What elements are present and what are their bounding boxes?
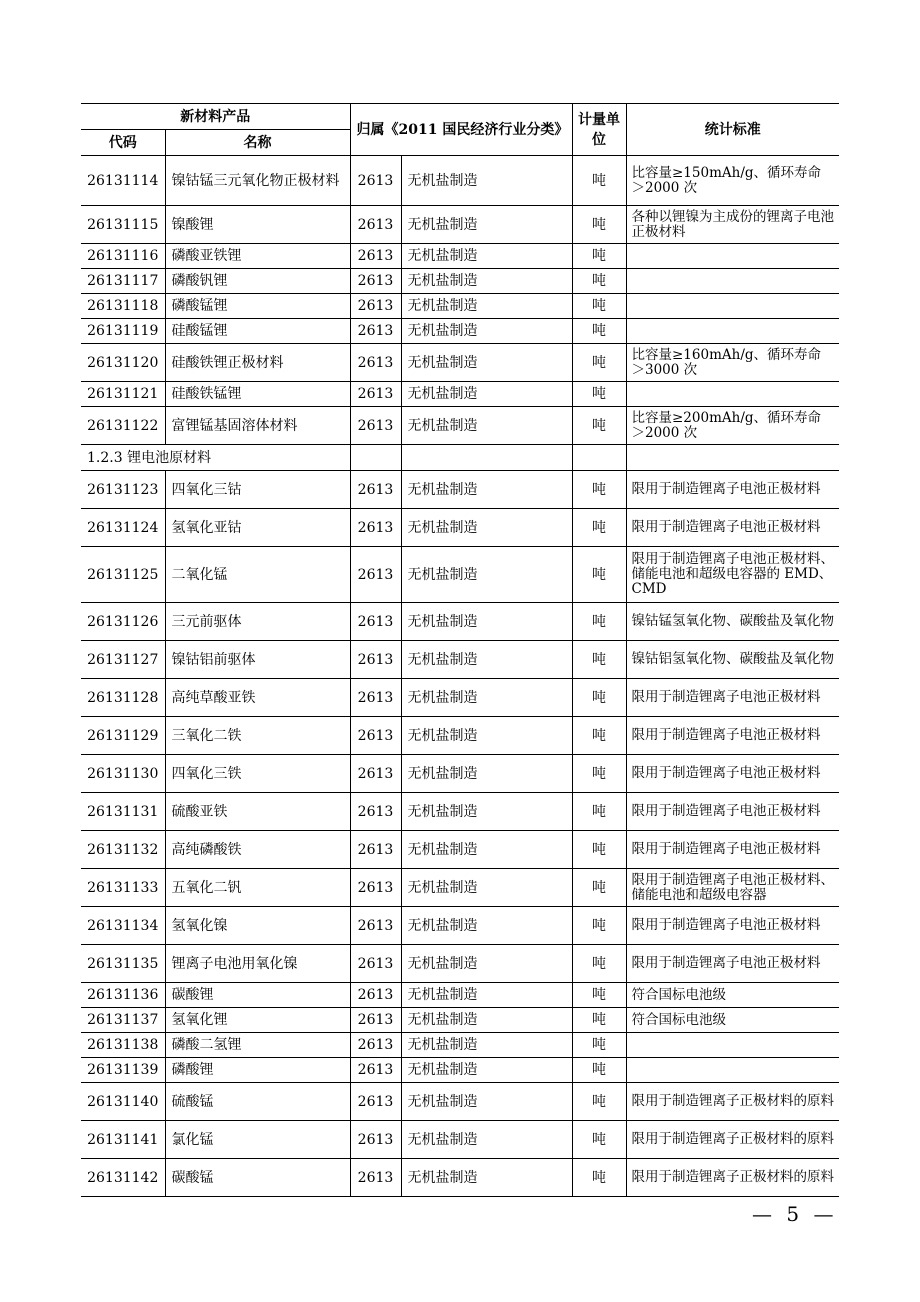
cell-industry-code: 2613 (350, 319, 401, 344)
cell-unit: 吨 (572, 1159, 626, 1197)
cell-industry-name: 无机盐制造 (401, 269, 572, 294)
cell-code: 26131125 (81, 547, 165, 603)
table-row (81, 344, 839, 382)
cell-unit: 吨 (572, 1008, 626, 1033)
table-row (81, 1033, 839, 1058)
header-product-group: 新材料产品 (81, 104, 350, 130)
cell-industry-name: 无机盐制造 (401, 206, 572, 244)
cell-code: 26131123 (81, 471, 165, 509)
table-row (81, 907, 839, 945)
cell-industry-name: 无机盐制造 (401, 294, 572, 319)
cell-industry-code: 2613 (350, 831, 401, 869)
table-row (81, 717, 839, 755)
table-row (81, 294, 839, 319)
cell-standard: 限用于制造锂离子电池正极材料、储能电池和超级电容器 (626, 869, 839, 907)
cell-standard: 比容量≥160mAh/g、循环寿命＞3000 次 (626, 344, 839, 382)
cell-unit: 吨 (572, 603, 626, 641)
empty-cell (401, 445, 572, 471)
cell-standard (626, 294, 839, 319)
cell-name: 三元前驱体 (165, 603, 350, 641)
header-standard: 统计标准 (626, 104, 839, 156)
table-row (81, 641, 839, 679)
table-row (81, 869, 839, 907)
table-row (81, 945, 839, 983)
cell-name: 硫酸锰 (165, 1083, 350, 1121)
cell-unit: 吨 (572, 509, 626, 547)
cell-code: 26131119 (81, 319, 165, 344)
cell-code: 26131115 (81, 206, 165, 244)
header-code: 代码 (81, 130, 165, 156)
cell-name: 四氧化三钴 (165, 471, 350, 509)
cell-standard: 限用于制造锂离子电池正极材料 (626, 793, 839, 831)
cell-industry-name: 无机盐制造 (401, 907, 572, 945)
cell-industry-code: 2613 (350, 269, 401, 294)
cell-standard: 比容量≥200mAh/g、循环寿命＞2000 次 (626, 407, 839, 445)
cell-industry-name: 无机盐制造 (401, 471, 572, 509)
cell-industry-name: 无机盐制造 (401, 793, 572, 831)
cell-code: 26131116 (81, 244, 165, 269)
cell-industry-code: 2613 (350, 603, 401, 641)
cell-industry-code: 2613 (350, 907, 401, 945)
table-row (81, 1121, 839, 1159)
cell-industry-name: 无机盐制造 (401, 244, 572, 269)
cell-unit: 吨 (572, 1058, 626, 1083)
cell-name: 镍酸锂 (165, 206, 350, 244)
cell-industry-name: 无机盐制造 (401, 869, 572, 907)
cell-unit: 吨 (572, 344, 626, 382)
cell-unit: 吨 (572, 294, 626, 319)
cell-code: 26131142 (81, 1159, 165, 1197)
cell-unit: 吨 (572, 156, 626, 206)
cell-name: 硅酸锰锂 (165, 319, 350, 344)
cell-industry-code: 2613 (350, 755, 401, 793)
cell-name: 镍钴锰三元氧化物正极材料 (165, 156, 350, 206)
section-title: 1.2.3 锂电池原材料 (81, 445, 350, 471)
cell-unit: 吨 (572, 244, 626, 269)
cell-name: 氯化锰 (165, 1121, 350, 1159)
cell-standard: 限用于制造锂离子电池正极材料 (626, 679, 839, 717)
table-row (81, 407, 839, 445)
cell-standard (626, 269, 839, 294)
cell-industry-code: 2613 (350, 717, 401, 755)
cell-code: 26131124 (81, 509, 165, 547)
cell-unit: 吨 (572, 755, 626, 793)
cell-name: 锂离子电池用氧化镍 (165, 945, 350, 983)
cell-industry-code: 2613 (350, 679, 401, 717)
section-row (81, 445, 839, 471)
cell-standard (626, 244, 839, 269)
cell-industry-name: 无机盐制造 (401, 831, 572, 869)
cell-name: 磷酸锂 (165, 1058, 350, 1083)
cell-name: 磷酸二氢锂 (165, 1033, 350, 1058)
cell-industry-code: 2613 (350, 983, 401, 1008)
cell-industry-name: 无机盐制造 (401, 1058, 572, 1083)
cell-standard: 限用于制造锂离子正极材料的原料 (626, 1121, 839, 1159)
cell-unit: 吨 (572, 717, 626, 755)
product-table (81, 103, 839, 1197)
cell-name: 四氧化三铁 (165, 755, 350, 793)
cell-industry-code: 2613 (350, 206, 401, 244)
cell-industry-name: 无机盐制造 (401, 509, 572, 547)
cell-industry-code: 2613 (350, 793, 401, 831)
cell-name: 高纯磷酸铁 (165, 831, 350, 869)
cell-standard: 各种以锂镍为主成份的锂离子电池正极材料 (626, 206, 839, 244)
cell-code: 26131131 (81, 793, 165, 831)
cell-code: 26131120 (81, 344, 165, 382)
cell-name: 氢氧化亚钴 (165, 509, 350, 547)
cell-unit: 吨 (572, 206, 626, 244)
cell-standard: 限用于制造锂离子正极材料的原料 (626, 1159, 839, 1197)
cell-industry-name: 无机盐制造 (401, 755, 572, 793)
cell-code: 26131126 (81, 603, 165, 641)
page-number: — 5 — (752, 1202, 838, 1226)
cell-industry-name: 无机盐制造 (401, 547, 572, 603)
cell-standard: 限用于制造锂离子电池正极材料 (626, 509, 839, 547)
cell-code: 26131129 (81, 717, 165, 755)
cell-code: 26131141 (81, 1121, 165, 1159)
cell-code: 26131121 (81, 382, 165, 407)
table-row (81, 831, 839, 869)
cell-code: 26131117 (81, 269, 165, 294)
table-row (81, 983, 839, 1008)
table-row (81, 269, 839, 294)
cell-industry-code: 2613 (350, 547, 401, 603)
cell-industry-name: 无机盐制造 (401, 945, 572, 983)
cell-name: 磷酸钒锂 (165, 269, 350, 294)
cell-industry-code: 2613 (350, 641, 401, 679)
cell-industry-name: 无机盐制造 (401, 319, 572, 344)
cell-code: 26131114 (81, 156, 165, 206)
cell-unit: 吨 (572, 831, 626, 869)
cell-industry-code: 2613 (350, 1033, 401, 1058)
cell-industry-name: 无机盐制造 (401, 1008, 572, 1033)
cell-industry-name: 无机盐制造 (401, 679, 572, 717)
cell-name: 碳酸锂 (165, 983, 350, 1008)
cell-industry-code: 2613 (350, 407, 401, 445)
cell-name: 硅酸铁锰锂 (165, 382, 350, 407)
header-unit: 计量单位 (572, 104, 626, 156)
cell-name: 磷酸亚铁锂 (165, 244, 350, 269)
cell-code: 26131130 (81, 755, 165, 793)
cell-code: 26131140 (81, 1083, 165, 1121)
cell-industry-code: 2613 (350, 1058, 401, 1083)
cell-industry-code: 2613 (350, 1083, 401, 1121)
header-industry: 归属《2011 国民经济行业分类》 (350, 104, 572, 156)
cell-unit: 吨 (572, 471, 626, 509)
cell-unit: 吨 (572, 945, 626, 983)
cell-unit: 吨 (572, 382, 626, 407)
cell-code: 26131132 (81, 831, 165, 869)
cell-unit: 吨 (572, 907, 626, 945)
cell-unit: 吨 (572, 641, 626, 679)
cell-unit: 吨 (572, 269, 626, 294)
table-row (81, 156, 839, 206)
cell-standard: 限用于制造锂离子正极材料的原料 (626, 1083, 839, 1121)
cell-standard: 限用于制造锂离子电池正极材料 (626, 945, 839, 983)
table-body (81, 156, 839, 1197)
cell-standard (626, 1058, 839, 1083)
cell-standard (626, 382, 839, 407)
cell-code: 26131137 (81, 1008, 165, 1033)
cell-unit: 吨 (572, 679, 626, 717)
cell-industry-code: 2613 (350, 244, 401, 269)
cell-code: 26131134 (81, 907, 165, 945)
cell-industry-code: 2613 (350, 509, 401, 547)
table-row (81, 206, 839, 244)
cell-industry-name: 无机盐制造 (401, 1121, 572, 1159)
cell-industry-name: 无机盐制造 (401, 156, 572, 206)
cell-unit: 吨 (572, 319, 626, 344)
cell-unit: 吨 (572, 1033, 626, 1058)
cell-industry-name: 无机盐制造 (401, 1083, 572, 1121)
cell-standard (626, 319, 839, 344)
empty-cell (350, 445, 401, 471)
cell-unit: 吨 (572, 869, 626, 907)
table-header (81, 104, 839, 156)
cell-code: 26131138 (81, 1033, 165, 1058)
cell-standard: 限用于制造锂离子电池正极材料 (626, 831, 839, 869)
cell-standard: 限用于制造锂离子电池正极材料、储能电池和超级电容器的 EMD、CMD (626, 547, 839, 603)
table-row (81, 547, 839, 603)
cell-industry-name: 无机盐制造 (401, 983, 572, 1008)
cell-industry-name: 无机盐制造 (401, 1159, 572, 1197)
cell-unit: 吨 (572, 407, 626, 445)
cell-name: 磷酸锰锂 (165, 294, 350, 319)
cell-unit: 吨 (572, 1083, 626, 1121)
table-row (81, 1083, 839, 1121)
cell-name: 高纯草酸亚铁 (165, 679, 350, 717)
cell-standard: 镍钴锰氢氧化物、碳酸盐及氧化物 (626, 603, 839, 641)
cell-code: 26131128 (81, 679, 165, 717)
cell-standard: 符合国标电池级 (626, 983, 839, 1008)
cell-name: 五氧化二钒 (165, 869, 350, 907)
cell-standard: 限用于制造锂离子电池正极材料 (626, 755, 839, 793)
cell-standard: 比容量≥150mAh/g、循环寿命＞2000 次 (626, 156, 839, 206)
cell-name: 三氧化二铁 (165, 717, 350, 755)
cell-standard: 符合国标电池级 (626, 1008, 839, 1033)
cell-code: 26131122 (81, 407, 165, 445)
cell-unit: 吨 (572, 983, 626, 1008)
table-row (81, 793, 839, 831)
cell-unit: 吨 (572, 793, 626, 831)
table-row (81, 1159, 839, 1197)
cell-industry-name: 无机盐制造 (401, 641, 572, 679)
cell-name: 氢氧化锂 (165, 1008, 350, 1033)
table-row (81, 1008, 839, 1033)
cell-industry-code: 2613 (350, 1008, 401, 1033)
table-row (81, 509, 839, 547)
cell-name: 硅酸铁锂正极材料 (165, 344, 350, 382)
cell-industry-name: 无机盐制造 (401, 382, 572, 407)
cell-name: 镍钴铝前驱体 (165, 641, 350, 679)
cell-code: 26131133 (81, 869, 165, 907)
table-row (81, 382, 839, 407)
cell-unit: 吨 (572, 547, 626, 603)
cell-industry-code: 2613 (350, 869, 401, 907)
empty-cell (626, 445, 839, 471)
cell-standard: 限用于制造锂离子电池正极材料 (626, 471, 839, 509)
cell-name: 碳酸锰 (165, 1159, 350, 1197)
cell-name: 富锂锰基固溶体材料 (165, 407, 350, 445)
cell-code: 26131139 (81, 1058, 165, 1083)
cell-name: 二氧化锰 (165, 547, 350, 603)
cell-name: 硫酸亚铁 (165, 793, 350, 831)
table-row (81, 679, 839, 717)
table-row (81, 603, 839, 641)
table-row (81, 244, 839, 269)
cell-industry-code: 2613 (350, 156, 401, 206)
cell-industry-name: 无机盐制造 (401, 344, 572, 382)
header-name: 名称 (165, 130, 350, 156)
cell-code: 26131118 (81, 294, 165, 319)
cell-unit: 吨 (572, 1121, 626, 1159)
cell-standard (626, 1033, 839, 1058)
cell-industry-code: 2613 (350, 294, 401, 319)
cell-industry-name: 无机盐制造 (401, 407, 572, 445)
table-row (81, 319, 839, 344)
cell-industry-name: 无机盐制造 (401, 717, 572, 755)
cell-industry-name: 无机盐制造 (401, 603, 572, 641)
table-row (81, 1058, 839, 1083)
cell-industry-code: 2613 (350, 471, 401, 509)
empty-cell (572, 445, 626, 471)
cell-industry-code: 2613 (350, 1121, 401, 1159)
cell-code: 26131136 (81, 983, 165, 1008)
cell-industry-code: 2613 (350, 344, 401, 382)
cell-industry-code: 2613 (350, 1159, 401, 1197)
cell-standard: 限用于制造锂离子电池正极材料 (626, 717, 839, 755)
cell-standard: 限用于制造锂离子电池正极材料 (626, 907, 839, 945)
table-row (81, 755, 839, 793)
cell-code: 26131135 (81, 945, 165, 983)
cell-industry-name: 无机盐制造 (401, 1033, 572, 1058)
table-row (81, 471, 839, 509)
cell-standard: 镍钴铝氢氧化物、碳酸盐及氧化物 (626, 641, 839, 679)
cell-name: 氢氧化镍 (165, 907, 350, 945)
cell-code: 26131127 (81, 641, 165, 679)
cell-industry-code: 2613 (350, 945, 401, 983)
cell-industry-code: 2613 (350, 382, 401, 407)
